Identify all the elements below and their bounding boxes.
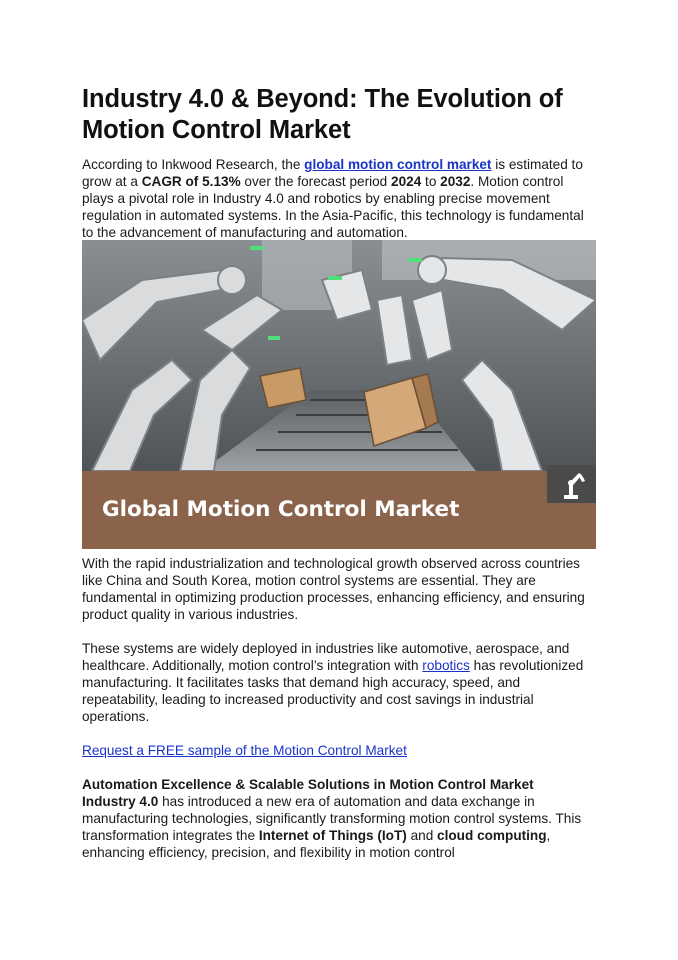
- article: [82, 84, 596, 861]
- year-end: 2032: [440, 174, 471, 189]
- hero-image: [82, 240, 596, 549]
- hero-banner: [82, 471, 596, 549]
- global-motion-control-market-link[interactable]: global motion control market: [304, 157, 492, 172]
- paragraph-industry-40: Industry 4.0 has introduced a new era of automation and data exchange in manufacturing technologies, significantly transforming motion control systems. This transformation integrates the Internet of Things (IoT) and cloud computing, enhancing efficiency, precision, and flexibility in motion control: [82, 794, 582, 860]
- cta-paragraph: [82, 742, 596, 759]
- cagr-value: CAGR of 5.13%: [141, 174, 241, 189]
- paragraph-deployment: These systems are widely deployed in industries like automotive, aerospace, and healthcare. Additionally, motion control’s integration with robotics has revolutionized manufacturing. It facilitates tasks that demand high accuracy, speed, and repeatability, leading to increased productivity and cost savings in industrial operations.: [82, 641, 584, 724]
- section-heading: Automation Excellence & Scalable Solutions in Motion Control Market: [82, 777, 534, 792]
- robot-arm-icon: [547, 465, 596, 503]
- robotics-link[interactable]: robotics: [422, 658, 470, 673]
- year-start: 2024: [391, 174, 422, 189]
- page-title: Industry 4.0 & Beyond: The Evolution of Motion Control Market: [82, 85, 563, 144]
- request-sample-link[interactable]: Request a FREE sample of the Motion Control Market: [82, 743, 407, 758]
- hero-banner-title: Global Motion Control Market: [102, 497, 460, 522]
- paragraph-industrialization: With the rapid industrialization and technological growth observed across countries like China and South Korea, motion control systems are essential. They are fundamental in optimizing production processes, enhancing efficiency, and ensuring product quality in various industries.: [82, 556, 585, 622]
- intro-paragraph: According to Inkwood Research, the global motion control market is estimated to grow at a CAGR of 5.13% over the forecast period 2024 to 2032. Motion control plays a pivotal role in Industry 4.0 and robotics by enabling precise movement regulation in automated systems. In the Asia-Pacific, this technology is fundamental to the advancement of manufacturing and automation.: [82, 157, 584, 240]
